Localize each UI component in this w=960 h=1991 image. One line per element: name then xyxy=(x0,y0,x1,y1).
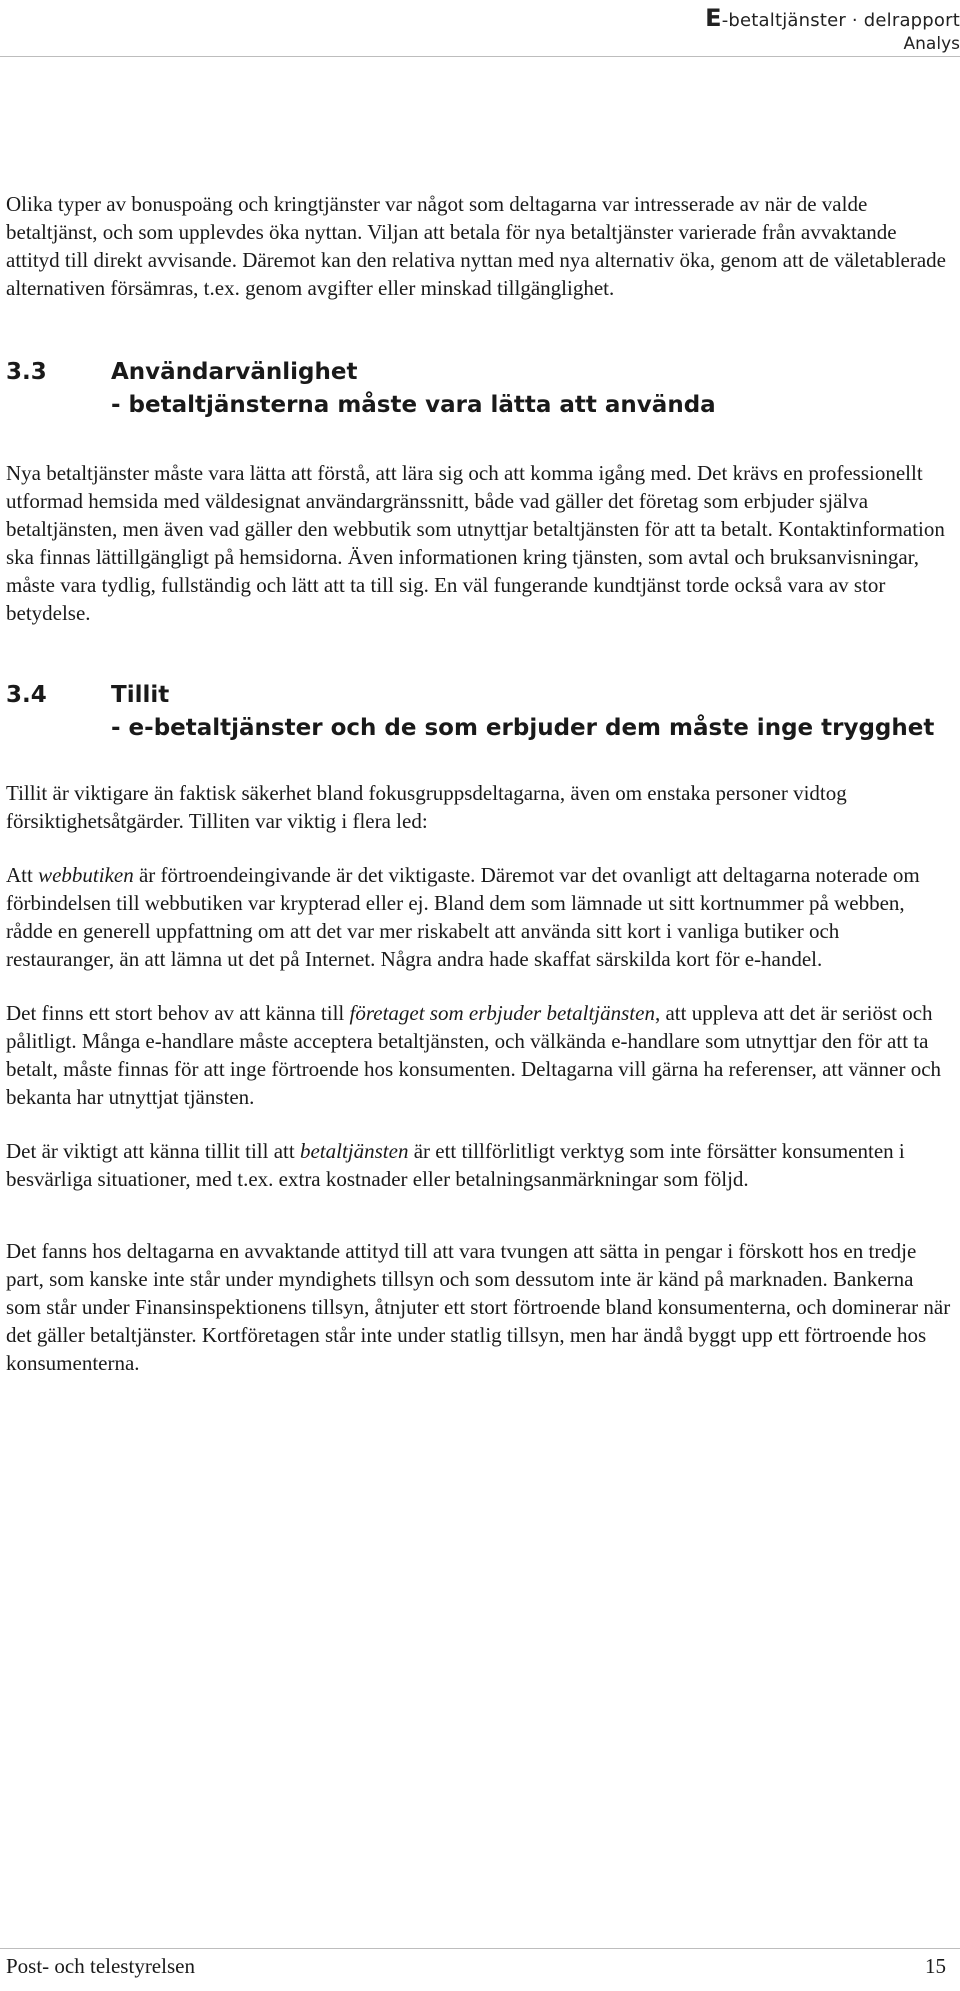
section-subtitle: - betaltjänsterna måste vara lätta att använda xyxy=(111,392,716,418)
header-title xyxy=(520,6,960,33)
running-header xyxy=(520,6,960,55)
section-title: Tillit xyxy=(111,682,170,708)
text-span: Att xyxy=(6,863,39,887)
footer-publisher: Post- och telestyrelsen xyxy=(6,1954,195,1978)
section-subtitle: - e-betaltjänster och de som erbjuder dem måste inge trygghet xyxy=(111,715,935,741)
webbutik-paragraph xyxy=(6,861,952,973)
section-number: 3.3 xyxy=(6,359,47,385)
company-paragraph xyxy=(6,999,952,1111)
section-3-3-body: Nya betaltjänster måste vara lätta att förstå, att lära sig och att komma igång med. Det krävs en professionellt utformad hemsida med väldesignat användargränssnitt, både vad gäller det företag som erbjuder själva betaltjänsten, men även vad gäller den webbutik som utnyttjar betaltjänsten för att ta betalt. Kontaktinformation ska finnas lättillgängligt på hemsidorna. Även informationen kring tjänsten, som avtal och bruksanvisningar, måste vara tydlig, fullständig och lätt att ta till sig. En väl fungerande kundtjänst torde också vara av stor betydelse. xyxy=(6,461,945,625)
section-3-4-intro: Tillit är viktigare än faktisk säkerhet bland fokusgruppsdeltagarna, även om enstaka personer vidtog försiktighetsåtgärder. Tilliten var viktig i flera led: xyxy=(6,781,847,833)
footer-divider xyxy=(0,1948,960,1949)
section-heading-3-3 xyxy=(6,356,952,422)
attitude-paragraph: Det fanns hos deltagarna en avvaktande attityd till att vara tvungen att sätta in pengar i förskott hos en tredje part, som kanske inte står under myndighets tillsyn och som dessutom inte är känd på marknaden. Bankerna som står under Finansinspektionens tillsyn, åtnjuter ett stort förtroende bland konsumenterna, och dominerar när det gäller betaltjänster. Kortföretagen står inte under statlig tillsyn, men har ändå byggt upp ett förtroende hos konsumenterna. xyxy=(6,1239,951,1375)
emphasis-term: webbutiken xyxy=(38,863,134,887)
header-divider xyxy=(0,56,960,57)
text-span: är förtroendeingivande är det viktigaste. Däremot var det ovanligt att deltagarna noterade om förbindelsen till webbutiken var krypterad eller ej. Bland dem som lämnade ut sitt kortnummer på webben, rådde en generell uppfattning om att det var mer riskabelt att använda sitt kort i vanliga butiker och restauranger, än att lämna ut det på Internet. Några andra hade skaffat särskilda kort för e-handel. xyxy=(6,863,920,971)
emphasis-term: företaget som erbjuder betaltjänsten xyxy=(349,1001,655,1025)
section-heading-3-4 xyxy=(6,679,952,745)
text-span: Det finns ett stort behov av att känna till xyxy=(6,1001,350,1025)
page-number: 15 xyxy=(925,1954,946,1978)
header-title-rest: -betaltjänster · delrapport xyxy=(721,10,960,31)
service-paragraph xyxy=(6,1137,952,1193)
text-span: Det är viktigt att känna tillit till att xyxy=(6,1139,300,1163)
page-body xyxy=(6,190,952,1377)
text-span: är ett tillförlitligt verktyg som inte försätter konsumenten i besvärliga situationer, med t.ex. extra kostnader eller betalningsanmärkningar som följd. xyxy=(6,1139,905,1191)
header-initial: E xyxy=(705,4,722,32)
text-span: , att uppleva att det är seriöst och pålitligt. Många e-handlare måste acceptera betaltjänsten, och välkända e-handlare som utnyttjar den för att ta betalt, måste finnas för att inge förtroende hos konsumenten. Deltagarna vill gärna ha referenser, att vänner och bekanta har utnyttjat tjänsten. xyxy=(6,1001,942,1109)
section-number: 3.4 xyxy=(6,682,47,708)
emphasis-term: betaltjänsten xyxy=(299,1139,409,1163)
section-title: Användarvänlighet xyxy=(111,359,358,385)
header-subtitle: Analys xyxy=(903,34,960,54)
intro-paragraph: Olika typer av bonuspoäng och kringtjänster var något som deltagarna var intresserade av när de valde betaltjänst, och som upplevdes öka nyttan. Viljan att betala för nya betaltjänster varierade från avvaktande attityd till direkt avvisande. Däremot kan den relativa nyttan med nya alternativ öka, genom att de väletablerade alternativen försämras, t.ex. genom avgifter eller minskad tillgänglighet. xyxy=(6,192,946,300)
